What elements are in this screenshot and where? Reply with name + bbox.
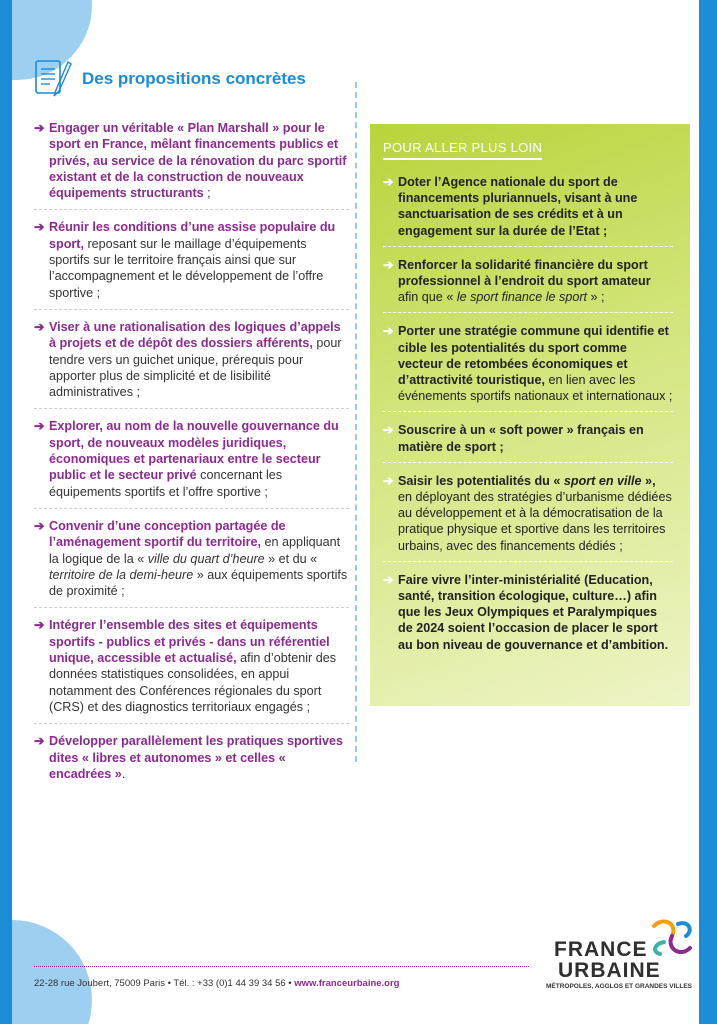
list-item: ➔ Explorer, au nom de la nouvelle gouvernance du sport, de nouveaux modèles juridiques, économiques et partenariaux entre le secteur public et le secteur privé concernant les équipements sportifs et l’offre sportive ; xyxy=(34,418,349,508)
list-item: ➔ Renforcer la solidarité financière du sport professionnel à l’endroit du sport amateur afin que « le sport finance le sport » ; xyxy=(383,257,673,314)
decorative-blob xyxy=(12,920,92,1024)
arrow-icon: ➔ xyxy=(34,121,45,135)
arrow-icon: ➔ xyxy=(34,419,45,434)
logo-knot-icon xyxy=(648,918,696,958)
list-item: ➔ Développer parallèlement les pratiques sportives dites « libres et autonomes » et celles « encadrées ». xyxy=(34,734,343,781)
arrow-icon: ➔ xyxy=(383,324,394,339)
arrow-icon: ➔ xyxy=(34,518,45,533)
footer-rule xyxy=(34,966,529,967)
further-panel xyxy=(370,124,690,706)
section-title: Des propositions concrètes xyxy=(82,69,306,88)
arrow-icon: ➔ xyxy=(34,319,45,334)
arrow-icon: ➔ xyxy=(383,423,394,438)
arrow-icon: ➔ xyxy=(383,175,394,189)
website-link[interactable]: www.franceurbaine.org xyxy=(294,978,400,989)
list-item: ➔ Doter l’Agence nationale du sport de financements pluriannuels, visant à une sanctuarisation de ses crédits et à un engagement sur la durée de l’Etat ; xyxy=(383,174,673,247)
list-item: ➔ Convenir d’une conception partagée de l’aménagement sportif du territoire, en appliquant la logique de la « ville du quart d’heure » et du « territoire de la demi-heure » aux équipements sportifs de proximité ; xyxy=(34,518,349,608)
page-sheet xyxy=(12,0,699,1024)
footer-address: 22-28 rue Joubert, 75009 Paris xyxy=(34,978,165,989)
arrow-icon: ➔ xyxy=(34,734,45,749)
footer-phone: Tél. : +33 (0)1 44 39 34 56 xyxy=(173,978,286,989)
arrow-icon: ➔ xyxy=(383,473,394,488)
list-item: ➔ Faire vivre l’inter-ministérialité (Education, santé, transition écologique, culture…) afin que les Jeux Olympiques et Paralympiques de 2024 soient l’occasion de placer le sport au bon niveau de gouvernance et d’ambition. xyxy=(383,572,669,652)
footer: 22-28 rue Joubert, 75009 Paris • Tél. : +33 (0)1 44 39 34 56 • www.franceurbaine.org xyxy=(34,978,400,989)
list-item: ➔ Engager un véritable « Plan Marshall » pour le sport en France, mêlant financements publics et privés, au service de la rénovation du parc sportif existant et de la construction de nouveaux équipements structurants ; xyxy=(34,120,349,210)
list-item: ➔ Intégrer l’ensemble des sites et équipements sportifs - publics et privés - dans un référentiel unique, accessible et actualisé, afin d’obtenir des données statistiques consolidées, en appui notamment des Conférences régionales du sport (CRS) et des diagnostics territoriaux engagés ; xyxy=(34,617,349,724)
panel-title: POUR ALLER PLUS LOIN xyxy=(383,140,542,160)
notepad-pen-icon xyxy=(34,56,72,102)
arrow-icon: ➔ xyxy=(383,257,394,272)
list-item: ➔ Réunir les conditions d’une assise populaire du sport, reposant sur le maillage d’équipements sportifs sur le territoire français ainsi que sur l’accompagnement et le développement de l’offre sportive ; xyxy=(34,219,349,309)
section-header xyxy=(34,56,306,102)
column-divider xyxy=(355,82,357,762)
arrow-icon: ➔ xyxy=(34,220,45,235)
arrow-icon: ➔ xyxy=(383,572,394,587)
list-item: ➔ Souscrire à un « soft power » français en matière de sport ; xyxy=(383,422,673,462)
panel-list xyxy=(383,174,673,670)
arrow-icon: ➔ xyxy=(34,618,45,633)
list-item: ➔ Viser à une rationalisation des logiques d’appels à projets et de dépôt des dossiers afférents, pour tendre vers un guichet unique, prérequis pour apporter plus de simplicité et de lisibilité administratives ; xyxy=(34,319,349,409)
list-item: ➔ Porter une stratégie commune qui identifie et cible les potentialités du sport comme vecteur de retombées économiques et d’attractivité touristique, en lien avec les événements sportifs nationaux et internationaux ; xyxy=(383,323,673,412)
proposals-list xyxy=(34,120,349,799)
france-urbaine-logo: FRANCE URBAINE MÉTROPOLES, AGGLOS ET GRANDES VILLES xyxy=(532,918,699,988)
list-item: ➔ Saisir les potentialités du « sport en ville », en déployant des stratégies d’urbanisme dédiées au développement et à la démocratisation de la pratique physique et sportive dans les territoires urbains, avec des financements dédiés ; xyxy=(383,473,673,562)
